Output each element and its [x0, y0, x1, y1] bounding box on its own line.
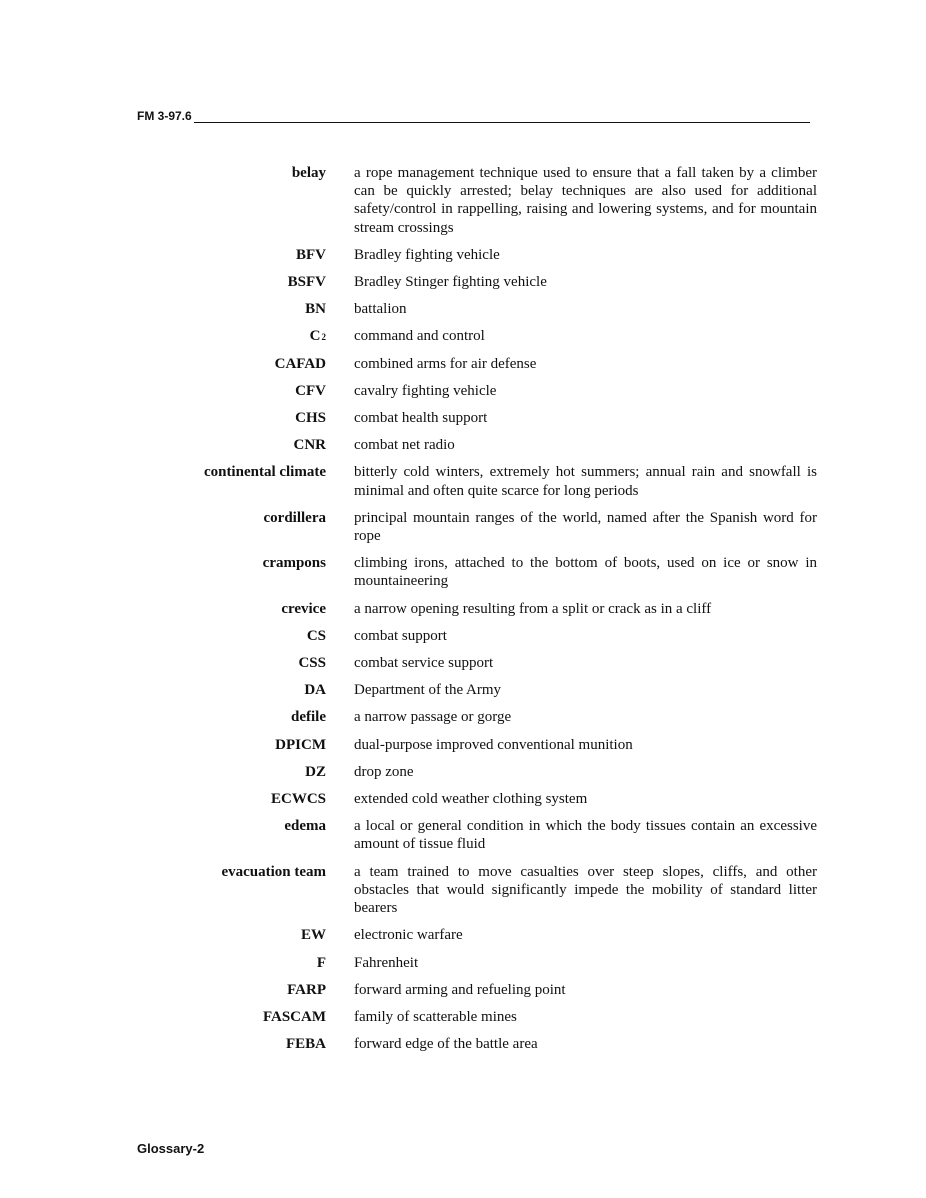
glossary-term-text: evacuation team — [221, 863, 326, 880]
glossary-definition: climbing irons, attached to the bottom of boots, used on ice or snow in mountaineering — [354, 555, 817, 590]
glossary-entry — [0, 246, 926, 264]
glossary-term-text: edema — [284, 818, 326, 835]
glossary-entry — [0, 627, 926, 645]
glossary-term — [0, 654, 326, 672]
glossary-term — [0, 600, 326, 618]
glossary-term — [0, 736, 326, 754]
glossary-term-text: BN — [305, 301, 326, 318]
glossary-entry — [0, 708, 926, 726]
glossary-term-text: cordillera — [263, 509, 326, 526]
glossary-definition: a team trained to move casualties over steep slopes, cliffs, and other obstacles that would significantly impede the mobility of standard litter bearers — [354, 863, 817, 917]
glossary-definition: combat net radio — [354, 437, 455, 454]
glossary-definition: dual-purpose improved conventional munition — [354, 736, 633, 753]
glossary-definition: family of scatterable mines — [354, 1008, 517, 1025]
glossary-term — [0, 554, 326, 590]
header-rule — [137, 122, 810, 123]
glossary-term-superscript: 2 — [321, 332, 326, 343]
glossary-term — [0, 790, 326, 808]
glossary-entry — [0, 1035, 926, 1053]
glossary-definition: Bradley fighting vehicle — [354, 246, 500, 263]
glossary-entry — [0, 926, 926, 944]
glossary-entry — [0, 164, 926, 237]
glossary-entry — [0, 409, 926, 427]
glossary-list — [0, 164, 926, 1062]
glossary-term — [0, 1035, 326, 1053]
glossary-definition: Fahrenheit — [354, 954, 419, 971]
glossary-entry — [0, 981, 926, 999]
glossary-term-text: EW — [300, 927, 326, 944]
glossary-definition: cavalry fighting vehicle — [354, 382, 497, 399]
glossary-entry — [0, 763, 926, 781]
glossary-definition: bitterly cold winters, extremely hot summers; annual rain and snowfall is minimal and often quite scarce for long periods — [354, 464, 817, 499]
glossary-term-text: CFV — [295, 382, 326, 399]
glossary-term — [0, 273, 326, 291]
glossary-definition: electronic warfare — [354, 927, 463, 944]
glossary-entry — [0, 463, 926, 499]
glossary-term-text: BFV — [296, 246, 326, 263]
glossary-term-text: FEBA — [285, 1036, 326, 1053]
glossary-term-text: CHS — [295, 410, 326, 427]
glossary-definition: Department of the Army — [354, 682, 502, 699]
glossary-term — [0, 817, 326, 853]
glossary-term — [0, 1008, 326, 1026]
glossary-term — [0, 409, 326, 427]
glossary-term-text: CAFAD — [274, 355, 326, 372]
glossary-term-text: ECWCS — [270, 791, 326, 808]
glossary-term-text: FARP — [287, 981, 326, 998]
glossary-entry — [0, 954, 926, 972]
glossary-term — [0, 627, 326, 645]
glossary-term-text: DZ — [305, 763, 326, 780]
glossary-definition: combined arms for air defense — [354, 355, 537, 372]
glossary-definition: combat service support — [354, 655, 494, 672]
glossary-term — [0, 164, 326, 237]
glossary-term-text: crampons — [262, 555, 326, 572]
glossary-term-text: CNR — [293, 437, 326, 454]
glossary-definition: a narrow opening resulting from a split or crack as in a cliff — [354, 600, 712, 617]
glossary-term — [0, 763, 326, 781]
glossary-entry — [0, 817, 926, 853]
glossary-definition: combat support — [354, 627, 447, 644]
glossary-term-text: crevice — [281, 600, 326, 617]
glossary-term — [0, 436, 326, 454]
glossary-term-text: belay — [291, 165, 326, 181]
glossary-definition: drop zone — [354, 763, 414, 780]
glossary-definition: a rope management technique used to ensure that a fall taken by a climber can be quickly arrested; belay techniques are also used for additional safety/control in rappelling, raising and lowering systems, and for mountain stream crossings — [354, 165, 817, 236]
glossary-term-text: defile — [291, 709, 326, 726]
glossary-entry — [0, 736, 926, 754]
glossary-definition: a narrow passage or gorge — [354, 709, 512, 726]
glossary-term-text: continental climate — [203, 464, 326, 481]
glossary-entry — [0, 681, 926, 699]
glossary-term-text: DPICM — [275, 736, 326, 753]
glossary-term — [0, 300, 326, 318]
glossary-term-text: CSS — [298, 655, 326, 672]
glossary-term — [0, 327, 326, 345]
glossary-term — [0, 954, 326, 972]
glossary-term-text: F — [316, 954, 326, 971]
glossary-term — [0, 981, 326, 999]
glossary-entry — [0, 790, 926, 808]
glossary-definition: forward arming and refueling point — [354, 981, 566, 998]
glossary-term — [0, 681, 326, 699]
glossary-entry — [0, 509, 926, 545]
glossary-term-text: CS — [306, 627, 326, 644]
glossary-term — [0, 382, 326, 400]
glossary-term — [0, 708, 326, 726]
glossary-term-text: C — [309, 328, 321, 345]
glossary-entry — [0, 554, 926, 590]
glossary-definition: extended cold weather clothing system — [354, 791, 588, 808]
glossary-definition: combat health support — [354, 410, 488, 427]
glossary-entry — [0, 600, 926, 618]
glossary-entry — [0, 382, 926, 400]
glossary-term — [0, 509, 326, 545]
glossary-entry — [0, 654, 926, 672]
glossary-definition: a local or general condition in which the body tissues contain an excessive amount of tissue fluid — [354, 818, 817, 853]
glossary-entry — [0, 1008, 926, 1026]
glossary-term — [0, 463, 326, 499]
glossary-entry — [0, 436, 926, 454]
page-header — [137, 109, 810, 125]
glossary-term — [0, 246, 326, 264]
glossary-entry — [0, 355, 926, 373]
glossary-term — [0, 926, 326, 944]
page-footer: Glossary-2 — [137, 1141, 205, 1156]
glossary-term-text: BSFV — [287, 274, 326, 291]
glossary-definition: Bradley Stinger fighting vehicle — [354, 274, 547, 291]
glossary-definition: battalion — [354, 301, 407, 318]
glossary-term — [0, 863, 326, 918]
glossary-entry — [0, 300, 926, 318]
glossary-term — [0, 355, 326, 373]
glossary-entry — [0, 327, 926, 345]
glossary-term-text: DA — [304, 682, 326, 699]
glossary-entry — [0, 273, 926, 291]
glossary-definition: principal mountain ranges of the world, named after the Spanish word for rope — [354, 509, 817, 545]
glossary-definition: forward edge of the battle area — [354, 1036, 538, 1053]
glossary-definition: command and control — [354, 328, 485, 345]
glossary-entry — [0, 863, 926, 918]
glossary-term-text: FASCAM — [262, 1008, 326, 1025]
document-code: FM 3-97.6 — [137, 109, 192, 123]
